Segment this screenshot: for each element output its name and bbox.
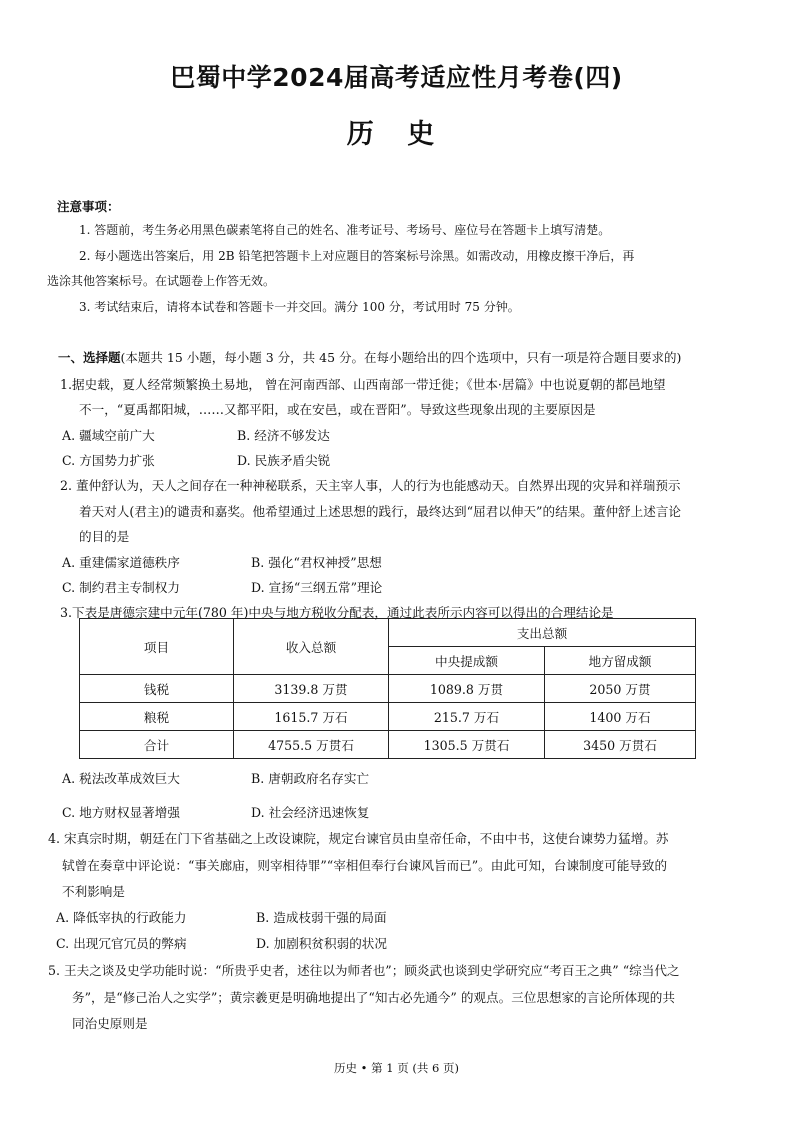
notice-heading: 注意事项：	[57, 199, 120, 214]
table-cell-local: 2050 万贯	[545, 675, 696, 703]
table-cell-income: 3139.8 万贯	[234, 675, 389, 703]
q2-line-2: 着天对人(君主)的谴责和嘉奖。他希望通过上述思想的践行，最终达到“屈君以伸天”的结果。董仲舒上述言论	[79, 504, 682, 519]
notice-item-2: 2. 每小题选出答案后，用 2B 铅笔把答题卡上对应题目的答案标号涂黑。如需改动，用橡皮擦干净后，再	[79, 249, 635, 263]
table-cell-income: 1615.7 万石	[234, 703, 389, 731]
q1-option-b: B. 经济不够发达	[237, 428, 330, 443]
q4-option-d: D. 加剧积贫积弱的状况	[256, 936, 387, 951]
q4-line-2: 轼曾在奏章中评论说：“事关廊庙，则宰相待罪”“宰相但奉行台谏风旨而已”。由此可知，台谏制度可能导致的	[62, 858, 668, 873]
section-header	[58, 348, 681, 366]
notice-item-1: 1. 答题前，考生务必用黑色碳素笔将自己的姓名、准考证号、考场号、座位号在答题卡上填写清楚。	[79, 223, 611, 237]
q3-option-d: D. 社会经济迅速恢复	[251, 805, 370, 820]
table-cell-central: 1305.5 万贯石	[389, 731, 545, 759]
notice-item-3: 3. 考试结束后，请将本试卷和答题卡一并交回。满分 100 分，考试用时 75 分钟。	[79, 300, 520, 314]
table-row	[80, 703, 696, 731]
q1-option-c: C. 方国势力扩张	[62, 453, 155, 468]
q4-option-c: C. 出现冗官冗员的弊病	[56, 936, 187, 951]
q1-option-d: D. 民族矛盾尖锐	[237, 453, 331, 468]
q4-line-1: 4. 宋真宗时期，朝廷在门下省基础之上改设谏院，规定台谏官员由皇帝任命，不由中书，这使台谏势力猛增。苏	[48, 831, 669, 846]
q3-option-a: A. 税法改革成效巨大	[62, 771, 180, 786]
section-title: 一、选择题	[58, 350, 121, 365]
table-head-local: 地方留成额	[545, 647, 696, 675]
table-head-income: 收入总额	[234, 619, 389, 675]
q1-line-2: 不一，“夏禹都阳城，……又都平阳，或在安邑，或在晋阳”。导致这些现象出现的主要原因是	[79, 402, 596, 417]
q3-option-c: C. 地方财权显著增强	[62, 805, 180, 820]
table-cell-item: 粮税	[80, 703, 234, 731]
q2-line-3: 的目的是	[79, 529, 130, 544]
table-cell-item: 合计	[80, 731, 234, 759]
table-cell-local: 3450 万贯石	[545, 731, 696, 759]
table-cell-item: 钱税	[80, 675, 234, 703]
table-cell-central: 1089.8 万贯	[389, 675, 545, 703]
subject-title: 历 史	[346, 119, 447, 150]
section-desc: (本题共 15 小题，每小题 3 分，共 45 分。在每小题给出的四个选项中，只有一项是符合题目要求的)	[120, 350, 682, 365]
exam-title: 巴蜀中学2024届高考适应性月考卷(四)	[170, 63, 623, 92]
q5-line-2: 务”，是“修己治人之实学”；黄宗羲更是明确地提出了“知古必先通今” 的观点。三位思想家的言论所体现的共	[72, 990, 675, 1005]
q4-option-b: B. 造成枝弱干强的局面	[256, 910, 387, 925]
notice-item-2-cont: 选涂其他答案标号。在试题卷上作答无效。	[47, 274, 276, 288]
q2-option-c: C. 制约君主专制权力	[62, 580, 180, 595]
table-cell-central: 215.7 万石	[389, 703, 545, 731]
q1-option-a: A. 疆域空前广大	[62, 428, 155, 443]
table-row	[80, 731, 696, 759]
q4-option-a: A. 降低宰执的行政能力	[56, 910, 187, 925]
table-head-central: 中央提成额	[389, 647, 545, 675]
table-row	[80, 675, 696, 703]
q1-line-1: 1.据史载，夏人经常频繁换土易地， 曾在河南西部、山西南部一带迁徙；《世本·居篇》中也说夏朝的都邑地望	[60, 377, 666, 392]
table-cell-local: 1400 万石	[545, 703, 696, 731]
table-head-item: 项目	[80, 619, 234, 675]
q4-line-3: 不利影响是	[62, 884, 125, 899]
q2-line-1: 2. 董仲舒认为，天人之间存在一种神秘联系，天主宰人事，人的行为也能感动天。自然界出现的灾异和祥瑞预示	[60, 478, 681, 493]
page-footer: 历史 • 第 1 页 (共 6 页)	[334, 1061, 459, 1075]
table-head-expense: 支出总额	[389, 619, 696, 647]
q2-option-a: A. 重建儒家道德秩序	[62, 555, 180, 570]
table-cell-income: 4755.5 万贯石	[234, 731, 389, 759]
q3-option-b: B. 唐朝政府名存实亡	[251, 771, 370, 786]
q3-line-1: 3.下表是唐德宗建中元年(780 年)中央与地方税收分配表，通过此表所示内容可以得出的合理结论是	[60, 605, 614, 620]
q5-line-3: 同治史原则是	[72, 1016, 148, 1031]
q2-option-b: B. 强化“君权神授”思想	[251, 555, 382, 570]
q5-line-1: 5. 王夫之谈及史学功能时说：“所贵乎史者，述往以为师者也”；顾炎武也谈到史学研究应“考百王之典” “综当代之	[48, 963, 680, 978]
tax-distribution-table	[79, 618, 696, 759]
q2-option-d: D. 宣扬“三纲五常”理论	[251, 580, 383, 595]
